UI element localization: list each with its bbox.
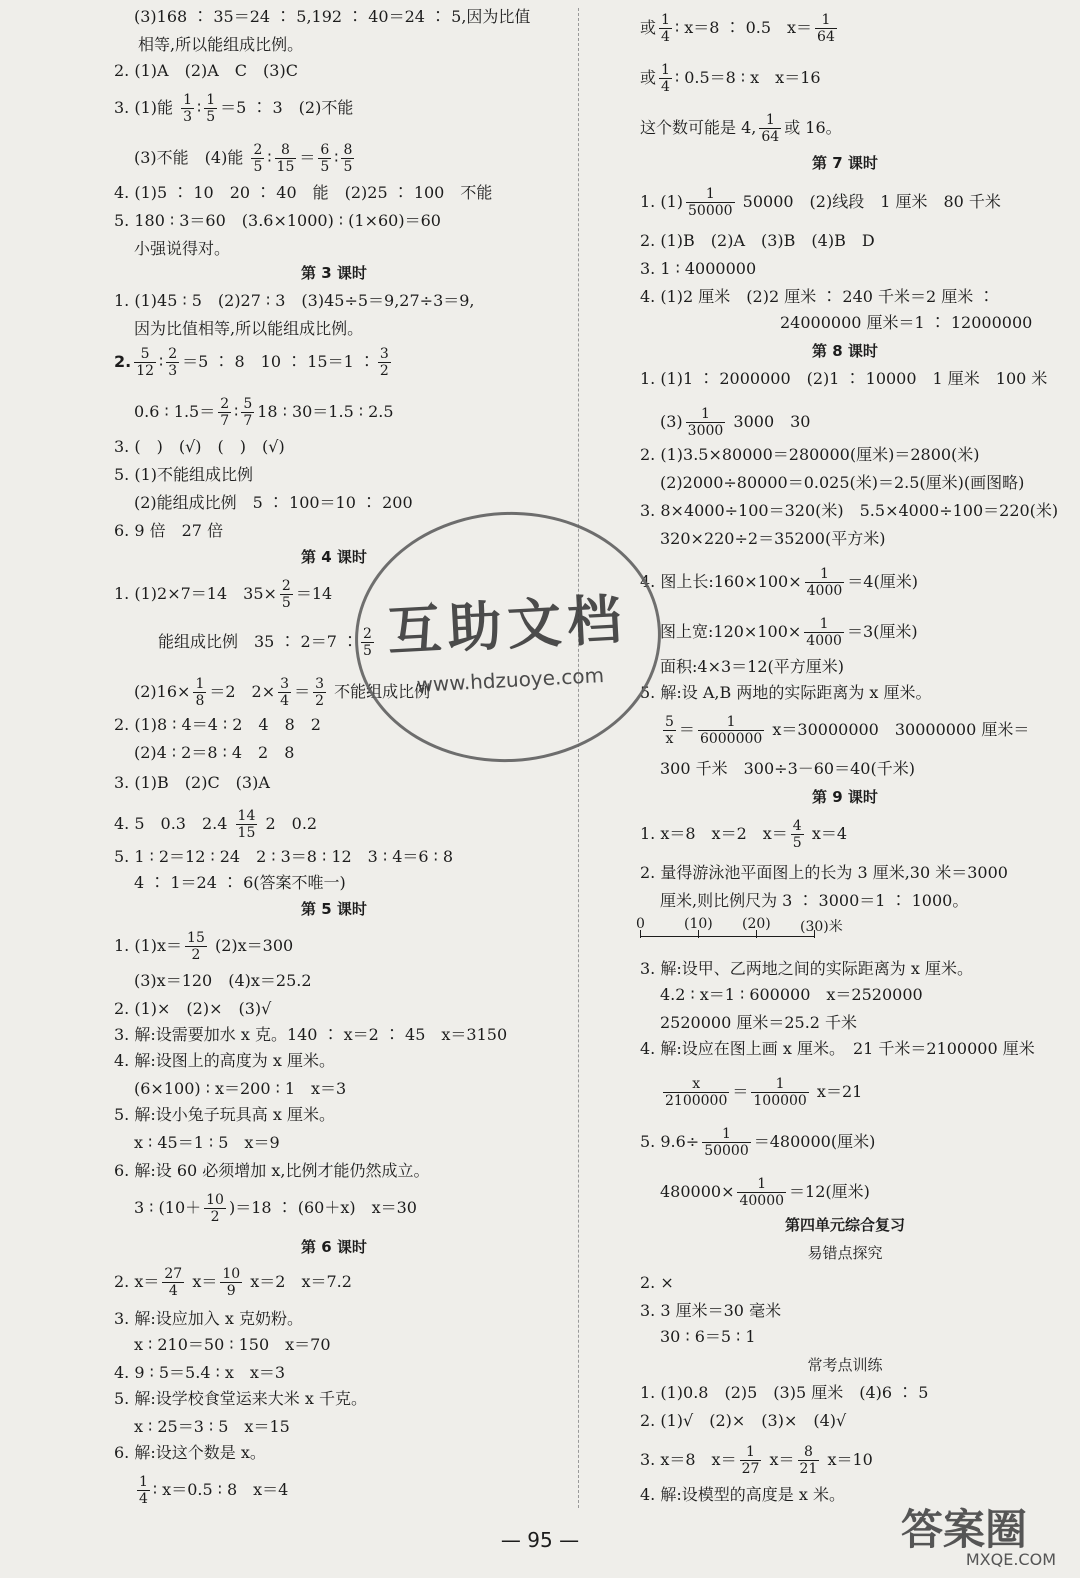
answer-line: 2. (1)8 ∶ 4＝4 ∶ 2 4 8 2 (114, 715, 321, 734)
answer-line: 3. 解:设应加入 x 克奶粉。 (114, 1309, 303, 1328)
section-heading: 第 8 课时 (812, 342, 878, 360)
corner-logo: 答案圈 (900, 1505, 1027, 1554)
answer-line: 1. (1)2×7＝14 35× $\frac{2}{5}$ ＝14 (114, 578, 333, 611)
answer-line: 300 千米 300÷3－60＝40(千米) (660, 759, 915, 778)
answer-line: 3. (1)能 $\frac{1}{3}$ ∶ $\frac{1}{5}$ ＝5 ∶ 3 (2)不能 (114, 92, 354, 125)
answer-line: 5. 解:设 A,B 两地的实际距离为 x 厘米。 (640, 683, 932, 702)
answer-line: 1. (1)x＝ $\frac{15}{2}$ (2)x＝300 (114, 930, 294, 963)
answer-line: 3. x＝8 x＝ $\frac{1}{27}$ x＝ $\frac{8}{21}$ x＝10 (640, 1444, 873, 1477)
number-line-axis (640, 936, 815, 937)
answer-line: 3. (1)B (2)C (3)A (114, 773, 270, 792)
answer-line: 2. (1)√ (2)× (3)× (4)√ (640, 1411, 847, 1430)
answer-line: 4.2 ∶ x＝1 ∶ 600000 x＝2520000 (660, 985, 923, 1004)
answer-line: 这个数可能是 4, $\frac{1}{64}$ 或 16。 (640, 112, 842, 145)
answer-line: 图上宽:120×100× $\frac{1}{4000}$ ＝3(厘米) (660, 616, 918, 649)
answer-line: 4. 5 0.3 2.4 $\frac{14}{15}$ 2 0.2 (114, 808, 318, 841)
answer-line: 1. (1)45 ∶ 5 (2)27 ∶ 3 (3)45÷5＝9,27÷3＝9, (114, 291, 475, 310)
answer-line: 3. 3 厘米＝30 毫米 (640, 1301, 782, 1320)
section-heading: 第四单元综合复习 (784, 1216, 905, 1234)
answer-line: 能组成比例 35 ∶ 2＝7 ∶ $\frac{2}{5}$ (158, 626, 372, 659)
answer-line: 320×220÷2＝35200(平方米) (660, 529, 886, 548)
number-line-label: 0 (636, 916, 645, 932)
answer-line: 因为比值相等,所以能组成比例。 (134, 319, 364, 338)
watermark-stamp (349, 504, 668, 770)
corner-logo-url: MXQE.COM (965, 1550, 1056, 1569)
answer-line: 30 ∶ 6＝5 ∶ 1 (660, 1327, 756, 1346)
answer-line: 或 $\frac{1}{4}$ ∶ 0.5＝8 ∶ x x＝16 (640, 62, 821, 95)
answer-line: (2)4 ∶ 2＝8 ∶ 4 2 8 (134, 743, 295, 762)
answer-line: x ∶ 210＝50 ∶ 150 x＝70 (134, 1335, 331, 1354)
answer-line: 2520000 厘米＝25.2 千米 (660, 1013, 858, 1032)
answer-line: 小强说得对。 (134, 239, 231, 258)
answer-line: 2. × (640, 1273, 674, 1292)
answer-line: 3. 解:设甲、乙两地之间的实际距离为 x 厘米。 (640, 959, 973, 978)
section-subheading: 易错点探究 (807, 1244, 883, 1262)
answer-line: (3)x＝120 (4)x＝25.2 (134, 971, 312, 990)
answer-line: (2)能组成比例 5 ∶ 100＝10 ∶ 200 (134, 493, 413, 512)
section-heading: 第 4 课时 (301, 548, 367, 566)
answer-line: x ∶ 25＝3 ∶ 5 x＝15 (134, 1417, 290, 1436)
answer-line: (2)16× $\frac{1}{8}$ ＝2 2× $\frac{3}{4}$ ＝ $\frac{3}{2}$ 不能组成比例 (134, 676, 431, 709)
answer-line: 4. 9 ∶ 5＝5.4 ∶ x x＝3 (114, 1363, 286, 1382)
answer-line: 2. (1)× (2)× (3)√ (114, 999, 272, 1018)
answer-line: 4. (1)5 ∶ 10 20 ∶ 40 能 (2)25 ∶ 100 不能 (114, 183, 493, 202)
answer-line: $\frac{1}{4}$ ∶ x＝0.5 ∶ 8 x＝4 (139, 1474, 289, 1507)
stamp-url: www.hdzuoye.com (415, 662, 605, 697)
answer-line: (3)不能 (4)能 $\frac{2}{5}$ ∶ $\frac{8}{15}$ ＝ $\frac{6}{5}$ ∶ $\frac{8}{5}$ (134, 142, 353, 175)
section-heading: 第 7 课时 (812, 154, 878, 172)
answer-line: (6×100) ∶ x＝200 ∶ 1 x＝3 (134, 1079, 347, 1098)
answer-line: (3) $\frac{1}{3000}$ 3000 30 (660, 406, 811, 439)
answer-line: 面积:4×3＝12(平方厘米) (660, 657, 845, 676)
answer-line: 1. (1)1 ∶ 2000000 (2)1 ∶ 10000 1 厘米 100 米 (640, 369, 1048, 388)
answer-line: x ∶ 45＝1 ∶ 5 x＝9 (134, 1133, 280, 1152)
answer-line: 5. 9.6÷ $\frac{1}{50000}$ ＝480000(厘米) (640, 1126, 876, 1159)
answer-line: 0.6 ∶ 1.5＝ $\frac{2}{7}$ ∶ $\frac{5}{7}$ 18 ∶ 30＝1.5 ∶ 2.5 (134, 396, 394, 429)
answer-line: 4. 解:设应在图上画 x 厘米。 21 千米＝2100000 厘米 (640, 1039, 1035, 1058)
answer-line: 2. 量得游泳池平面图上的长为 3 厘米,30 米＝3000 (640, 863, 1008, 882)
answer-line: $\frac{5}{x}$ ＝ $\frac{1}{6000000}$ x＝30000000 30000000 厘米＝ (665, 714, 1030, 747)
answer-line: 4. 解:设图上的高度为 x 厘米。 (114, 1051, 335, 1070)
answer-line: 厘米,则比例尺为 3 ∶ 3000＝1 ∶ 1000。 (660, 891, 969, 910)
page-number: — 95 — (500, 1528, 580, 1552)
answer-line: 6. 解:设这个数是 x。 (114, 1443, 266, 1462)
answer-line: 5. 1 ∶ 2＝12 ∶ 24 2 ∶ 3＝8 ∶ 12 3 ∶ 4＝6 ∶ 8 (114, 847, 454, 866)
answer-line: 2. $\frac{5}{12}$ ∶ $\frac{2}{3}$ ＝5 ∶ 8 10 ∶ 15＝1 ∶ $\frac{3}{2}$ (114, 346, 389, 379)
number-line-label: (20) (742, 916, 771, 932)
section-heading: 第 3 课时 (301, 264, 367, 282)
answer-line: 4. 图上长:160×100× $\frac{1}{4000}$ ＝4(厘米) (640, 566, 918, 599)
answer-line: 1. (1)0.8 (2)5 (3)5 厘米 (4)6 ∶ 5 (640, 1383, 929, 1402)
answer-line: 3. ( ) (√) ( ) (√) (114, 437, 285, 456)
answer-line: (2)2000÷80000＝0.025(米)＝2.5(厘米)(画图略) (660, 473, 1025, 492)
answer-line: 4 ∶ 1＝24 ∶ 6(答案不唯一) (134, 873, 346, 892)
answer-line: 3. 解:设需要加水 x 克。140 ∶ x＝2 ∶ 45 x＝3150 (114, 1025, 508, 1044)
column-divider (578, 8, 579, 1508)
answer-line: 1. x＝8 x＝2 x＝ $\frac{4}{5}$ x＝4 (640, 818, 848, 851)
answer-line: 5. 解:设小兔子玩具高 x 厘米。 (114, 1105, 335, 1124)
section-heading: 第 9 课时 (812, 788, 878, 806)
answer-line: 480000× $\frac{1}{40000}$ ＝12(厘米) (660, 1176, 870, 1209)
answer-line: 6. 解:设 60 必须增加 x,比例才能仍然成立。 (114, 1161, 430, 1180)
answer-line: 相等,所以能组成比例。 (138, 35, 304, 54)
answer-line: 4. (1)2 厘米 (2)2 厘米 ∶ 240 千米＝2 厘米 ∶ (640, 287, 995, 306)
answer-line: 2. (1)A (2)A C (3)C (114, 61, 298, 80)
answer-line: 3. 8×4000÷100＝320(米) 5.5×4000÷100＝220(米) (640, 501, 1059, 520)
section-subheading: 常考点训练 (807, 1356, 883, 1374)
answer-line: 2. (1)3.5×80000＝280000(厘米)＝2800(米) (640, 445, 980, 464)
section-heading: 第 6 课时 (301, 1238, 367, 1256)
answer-line: 1. (1) $\frac{1}{50000}$ 50000 (2)线段 1 厘米 80 千米 (640, 186, 1001, 219)
answer-line: (3)168 ∶ 35＝24 ∶ 5,192 ∶ 40＝24 ∶ 5,因为比值 (134, 7, 531, 26)
stamp-title: 互助文档 (385, 587, 629, 663)
number-line-label: (30)米 (800, 919, 843, 935)
scale-number-line (636, 916, 860, 946)
answer-line: $\frac{x}{2100000}$ ＝ $\frac{1}{100000}$ x＝21 (665, 1076, 863, 1109)
section-heading: 第 5 课时 (301, 900, 367, 918)
answer-line: 2. (1)B (2)A (3)B (4)B D (640, 231, 875, 250)
number-line-label: (10) (684, 916, 713, 932)
answer-line: 4. 解:设模型的高度是 x 米。 (640, 1485, 845, 1504)
answer-line: 5. 180 ∶ 3＝60 (3.6×1000) ∶ (1×60)＝60 (114, 211, 441, 230)
answer-line: 24000000 厘米＝1 ∶ 12000000 (780, 313, 1033, 332)
answer-line: 2. x＝ $\frac{27}{4}$ x＝ $\frac{10}{9}$ x＝2 x＝7.2 (114, 1266, 352, 1299)
answer-line: 6. 9 倍 27 倍 (114, 521, 224, 540)
answer-line: 5. 解:设学校食堂运来大米 x 千克。 (114, 1389, 367, 1408)
answer-line: 或 $\frac{1}{4}$ ∶ x＝8 ∶ 0.5 x＝ $\frac{1}{64}$ (640, 12, 835, 45)
answer-line: 5. (1)不能组成比例 (114, 465, 254, 484)
answer-line: 3. 1 ∶ 4000000 (640, 259, 757, 278)
answer-line: 3 ∶ (10＋ $\frac{10}{2}$ )＝18 ∶ (60＋x) x＝30 (134, 1192, 417, 1225)
